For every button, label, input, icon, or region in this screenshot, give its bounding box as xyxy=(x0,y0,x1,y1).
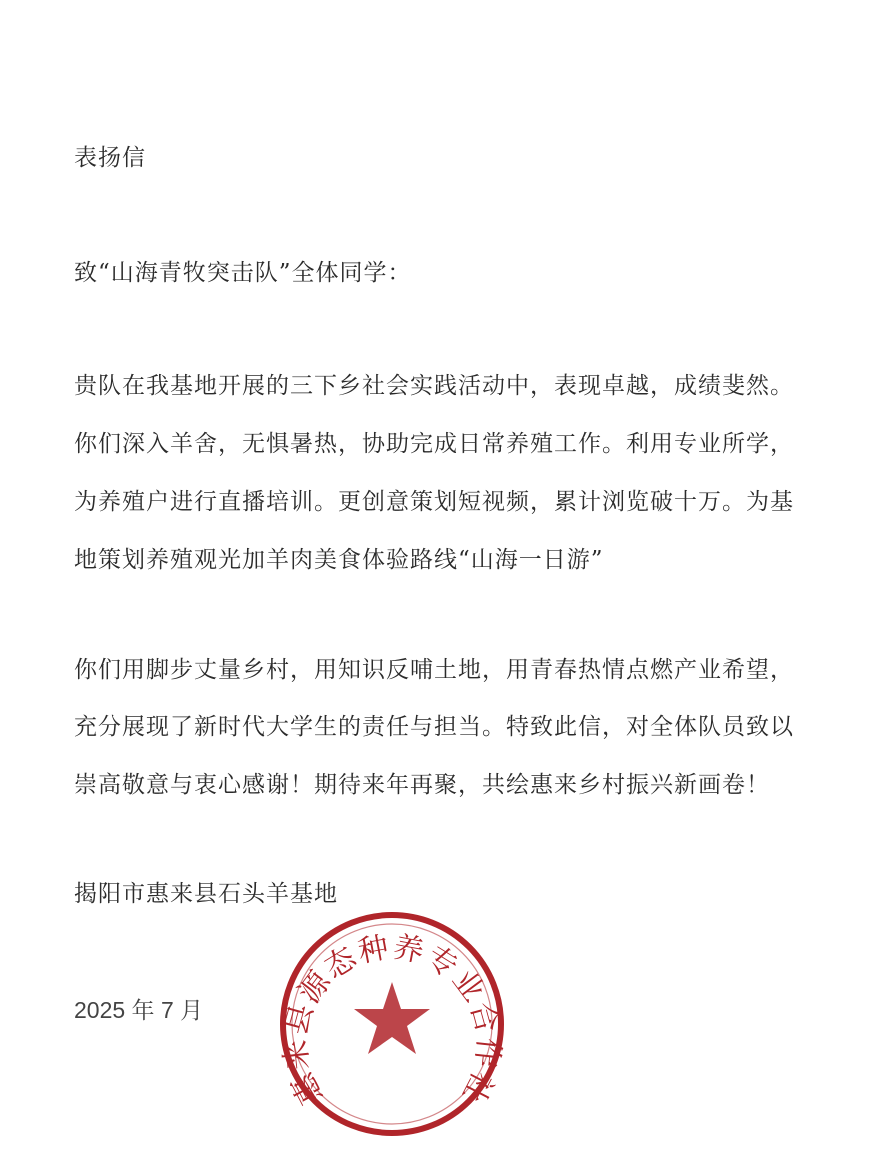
paragraph-2-line-3: 崇高敬意与衷心感谢！期待来年再聚，共绘惠来乡村振兴新画卷！ xyxy=(74,772,770,798)
letter-signature: 揭阳市惠来县石头羊基地 xyxy=(74,881,338,907)
paragraph-1-line-3: 为养殖户进行直播培训。更创意策划短视频，累计浏览破十万。为基 xyxy=(74,489,794,515)
letter-date: 2025 年 7 月 xyxy=(74,997,204,1023)
letter-title: 表扬信 xyxy=(74,145,146,171)
star-icon xyxy=(354,982,430,1054)
seal-text: 惠来县源态种养专业合作社 xyxy=(277,929,507,1110)
official-seal xyxy=(276,908,508,1140)
letter-salutation: 致“山海青牧突击队”全体同学： xyxy=(74,260,412,286)
paragraph-2-line-2: 充分展现了新时代大学生的责任与担当。特致此信，对全体队员致以 xyxy=(74,714,794,740)
paragraph-1-line-1: 贵队在我基地开展的三下乡社会实践活动中，表现卓越，成绩斐然。 xyxy=(74,373,794,399)
paragraph-1-line-2: 你们深入羊舍，无惧暑热，协助完成日常养殖工作。利用专业所学， xyxy=(74,431,794,457)
paragraph-1-line-4: 地策划养殖观光加羊肉美食体验路线“山海一日游” xyxy=(74,547,604,573)
paragraph-2-line-1: 你们用脚步丈量乡村，用知识反哺土地，用青春热情点燃产业希望， xyxy=(74,657,794,683)
